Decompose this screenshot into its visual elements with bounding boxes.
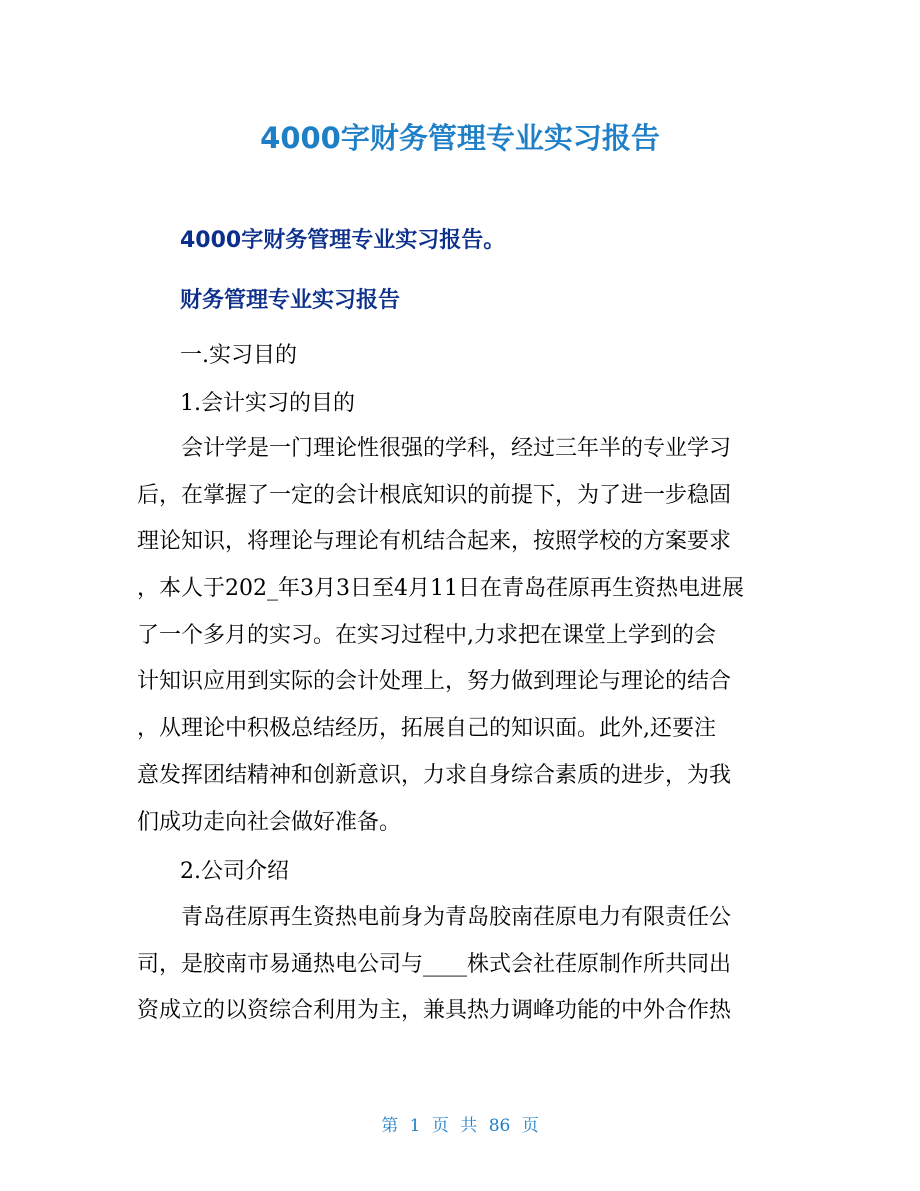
paragraph-line: 理论知识，将理论与理论有机结合起来，按照学校的方案要求 <box>137 529 732 555</box>
paragraph-line: 了一个多月的实习。在实习过程中,力求把在课堂上学到的会 <box>137 622 716 648</box>
document-title: 4000字财务管理专业实习报告 <box>260 121 660 155</box>
page-footer: 第 1 页 共 86 页 <box>381 1116 539 1136</box>
paragraph-line: 后，在掌握了一定的会计根底知识的前提下，为了进一步稳固 <box>137 482 732 508</box>
paragraph-accounting-purpose <box>137 426 797 846</box>
paragraph-line: 们成功走向社会做好准备。 <box>137 809 402 835</box>
paragraph-line: ，本人于202_年3月3日至4月11日在青岛荏原再生资热电进展 <box>137 576 744 602</box>
section-heading-purpose: 一.实习目的 <box>180 343 297 368</box>
paragraph-line: 司，是胶南市易通热电公司与____株式会社荏原制作所共同出 <box>137 951 732 977</box>
subsection-heading-accounting-purpose: 1.会计实习的目的 <box>180 391 355 416</box>
paragraph-line: 意发挥团结精神和创新意识，力求自身综合素质的进步，为我 <box>137 762 732 788</box>
paragraph-company-intro <box>137 895 797 1035</box>
paragraph-line: ，从理论中积极总结经历，拓展自己的知识面。此外,还要注 <box>137 716 716 742</box>
paragraph-line: 计知识应用到实际的会计处理上，努力做到理论与理论的结合 <box>137 669 732 695</box>
subheading-report-name: 财务管理专业实习报告 <box>180 288 401 313</box>
subheading-report-title: 4000字财务管理专业实习报告。 <box>180 228 506 253</box>
subsection-heading-company-intro: 2.公司介绍 <box>180 859 289 884</box>
paragraph-line: 青岛荏原再生资热电前身为青岛胶南荏原电力有限责任公 <box>181 905 732 930</box>
paragraph-line: 资成立的以资综合利用为主，兼具热力调峰功能的中外合作热 <box>137 998 732 1024</box>
paragraph-line: 会计学是一门理论性很强的学科，经过三年半的专业学习 <box>181 436 732 461</box>
